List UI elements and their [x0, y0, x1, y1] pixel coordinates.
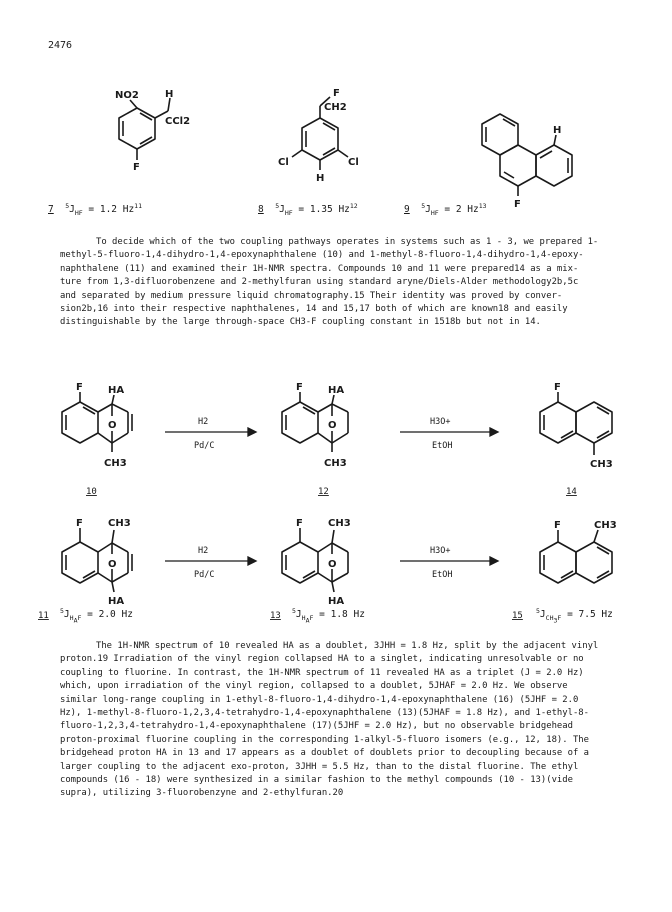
coupling-label-13: $^5J_{H_AF} = 1.8$ Hz	[292, 606, 365, 625]
compound-number: 13	[270, 611, 281, 621]
text-line: which, upon irradiation of the vinyl region, collapsed to a doublet, 5JHAF = 2.0 Hz. We observe	[60, 681, 568, 692]
text-line: supra), utilizing 3-fluorobenzyne and 2-ethylfuran.20	[60, 788, 344, 799]
structure-10	[62, 392, 132, 452]
atom-f: F	[296, 382, 303, 393]
text-line: bridgehead proton HA in 13 and 17 appears as a doublet of doublets prior to decoupling because of a	[60, 748, 589, 759]
atom-ch3: CH3	[108, 518, 131, 529]
text-line: To decide which of the two coupling pathways operates in systems such as 1 - 3, we prepared 1-	[96, 237, 599, 247]
structure-13	[282, 528, 348, 592]
atom-ch3: CH3	[328, 518, 351, 529]
atom-f: F	[514, 199, 521, 210]
atom-ch2: CH2	[324, 102, 347, 113]
atom-no2: NO2	[115, 90, 139, 101]
atom-o: O	[108, 420, 117, 431]
structure-14	[540, 392, 612, 455]
atom-o: O	[108, 559, 117, 570]
atom-f: F	[554, 382, 561, 393]
reagent-h2: H2	[198, 546, 209, 556]
atom-f: F	[333, 88, 340, 99]
reagent-pdc: Pd/C	[194, 441, 215, 451]
structure-15	[540, 530, 612, 583]
atom-f: F	[133, 162, 140, 173]
coupling-label-11: $^5J_{H_AF} = 2.0$ Hz	[60, 606, 133, 625]
atom-h: H	[165, 89, 174, 100]
compound-number: 14	[566, 487, 577, 497]
atom-ha: HA	[328, 596, 345, 607]
text-line: fluoro-1,2,3,4-tetrahydro-1,4-epoxynaphthalene (17)(5JHF = 2.0 Hz), but no observable bridgehead	[60, 721, 573, 732]
text-line: distinguishable by the large through-space CH3-F coupling constant in 1518b but not in 14.	[60, 317, 541, 328]
reagent-etoh: EtOH	[432, 441, 453, 451]
paragraph-1	[60, 236, 628, 330]
text-line: ture from 1,3-difluorobenzene and 2-methylfuran using standard aryne/Diels-Alder methodology2b,5c	[60, 277, 579, 288]
atom-o: O	[328, 559, 337, 570]
structure-11	[62, 528, 132, 592]
compound-number: 11	[38, 611, 49, 621]
text-line: proton-proximal fluorine coupling in the corresponding 1-alkyl-5-fluoro isomers (e.g., 12, 18). The	[60, 734, 589, 745]
text-line: compounds (16 - 18) were synthesized in a similar fashion to the methyl compounds (10 - 13)(vide	[60, 775, 573, 786]
atom-ha: HA	[108, 596, 125, 607]
atom-h: H	[553, 125, 562, 136]
text-line: larger coupling to the adjacent exo-proton, 3JHH = 5.5 Hz, than to the distal fluorine. The ethyl	[60, 761, 579, 772]
reagent-h2: H2	[198, 417, 209, 427]
atom-ha: HA	[108, 385, 125, 396]
compound-label-8: 8 $^5J_{HF} = 1.35$ Hz$^{12}$	[258, 201, 358, 217]
compound-label-9: 9 $^5J_{HF} = 2$ Hz$^{13}$	[404, 201, 487, 217]
page-number: 2476	[48, 40, 73, 51]
atom-cl: Cl	[348, 157, 359, 168]
atom-ccl2: CCl2	[165, 116, 191, 127]
text-line: coupling to fluorine. In contrast, the 1H-NMR spectrum of 11 revealed HA as a triplet (J = 2.0 Hz)	[60, 667, 584, 678]
atom-ch3: CH3	[324, 458, 347, 469]
atom-ha: HA	[328, 385, 345, 396]
structure-12	[282, 392, 348, 452]
atom-ch3: CH3	[104, 458, 127, 469]
compound-number: 10	[86, 487, 97, 497]
reagent-etoh: EtOH	[432, 570, 453, 580]
text-line: methyl-5-fluoro-1,4-dihydro-1,4-epoxynaphthalene (10) and 1-methyl-8-fluoro-1,4-dihydro-1,4-epoxy-	[60, 250, 584, 261]
compound-number: 15	[512, 611, 523, 621]
compound-label-7: 7 $^5J_{HF} = 1.2$ Hz$^{11}$	[48, 201, 142, 217]
text-line: similar long-range coupling in 1-ethyl-8-fluoro-1,4-dihydro-1,4-epoxynaphthalene (16) (5JHF = 2.0	[60, 694, 579, 705]
text-line: naphthalene (11) and examined their 1H-NMR spectra. Compounds 10 and 11 were prepared14 as a mix-	[60, 263, 579, 274]
atom-ch3: CH3	[594, 520, 617, 531]
text-line: sion2b,16 into their respective naphthalenes, 14 and 15,17 both of which are known18 and easily	[60, 304, 568, 315]
coupling-label-15: $^5J_{CH_3F} = 7.5$ Hz	[536, 606, 613, 625]
text-line: The 1H-NMR spectrum of 10 revealed HA as a doublet, 3JHH = 1.8 Hz, split by the adjacent vinyl	[96, 641, 599, 651]
paragraph-2	[60, 640, 628, 801]
atom-f: F	[76, 518, 83, 529]
atom-o: O	[328, 420, 337, 431]
reagent-pdc: Pd/C	[194, 570, 215, 580]
atom-f: F	[554, 520, 561, 531]
compound-number: 12	[318, 487, 329, 497]
reagent-h3o: H3O+	[430, 417, 451, 427]
atom-cl: Cl	[278, 157, 289, 168]
reagent-h3o: H3O+	[430, 546, 451, 556]
atom-ch3: CH3	[590, 459, 613, 470]
atom-f: F	[76, 382, 83, 393]
atom-f: F	[296, 518, 303, 529]
text-line: and separated by medium pressure liquid chromatography.15 Their identity was proved by conver-	[60, 290, 563, 301]
text-line: proton.19 Irradiation of the vinyl region collapsed HA to a singlet, indicating unresolvable or no	[60, 654, 584, 665]
text-line: Hz), 1-methyl-8-fluoro-1,2,3,4-tetrahydro-1,4-epoxynaphthalene (13)(5JHAF = 1.8 Hz), and 1-ethyl-8-	[60, 708, 589, 719]
structure-7	[119, 98, 170, 160]
atom-h: H	[316, 173, 325, 184]
